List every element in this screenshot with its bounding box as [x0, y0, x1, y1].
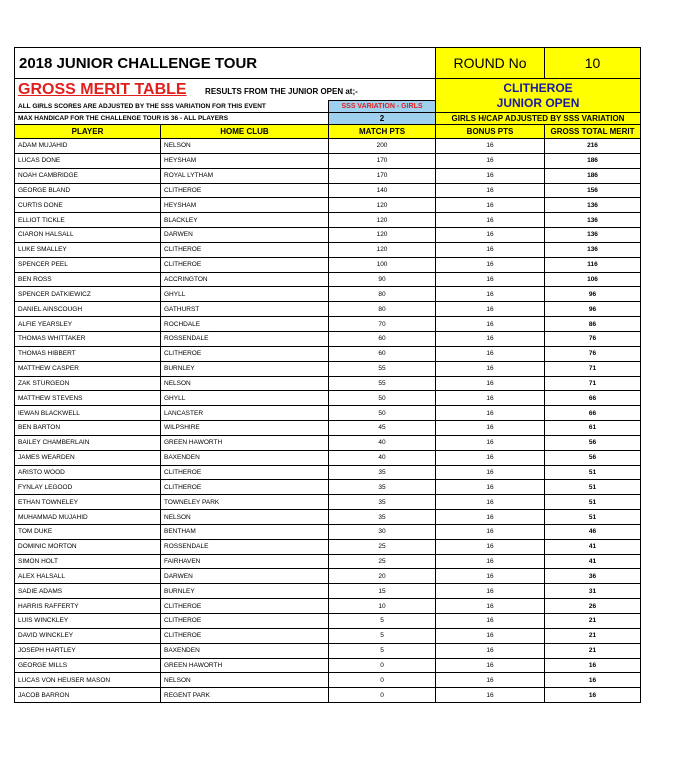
- match-pts-cell: 25: [329, 554, 436, 569]
- table-row: [15, 331, 641, 346]
- bonus-pts-cell: 16: [436, 391, 545, 406]
- table-row: [15, 495, 641, 510]
- column-header: BONUS PTS: [436, 125, 545, 139]
- club-cell: TOWNELEY PARK: [161, 495, 329, 510]
- club-cell: WILPSHIRE: [161, 421, 329, 436]
- match-pts-cell: 0: [329, 673, 436, 688]
- gross-total-cell: 66: [545, 391, 641, 406]
- gross-total-cell: 51: [545, 465, 641, 480]
- bonus-pts-cell: 16: [436, 168, 545, 183]
- gross-total-cell: 116: [545, 257, 641, 272]
- gross-total-cell: 36: [545, 569, 641, 584]
- column-header-row: [15, 125, 641, 139]
- player-cell: ALFIE YEARSLEY: [15, 317, 161, 332]
- player-cell: LUKE SMALLEY: [15, 242, 161, 257]
- gross-total-cell: 186: [545, 153, 641, 168]
- gross-total-cell: 96: [545, 287, 641, 302]
- gross-total-cell: 76: [545, 346, 641, 361]
- tour-title: 2018 JUNIOR CHALLENGE TOUR: [15, 48, 436, 79]
- bonus-pts-cell: 16: [436, 183, 545, 198]
- match-pts-cell: 35: [329, 465, 436, 480]
- club-cell: GREEN HAWORTH: [161, 658, 329, 673]
- club-cell: CLITHEROE: [161, 614, 329, 629]
- gross-total-cell: 26: [545, 599, 641, 614]
- venue-line-2: JUNIOR OPEN: [496, 95, 580, 110]
- player-cell: ADAM MUJAHID: [15, 139, 161, 154]
- player-cell: LUCAS DONE: [15, 153, 161, 168]
- bonus-pts-cell: 16: [436, 599, 545, 614]
- bonus-pts-cell: 16: [436, 198, 545, 213]
- gross-total-cell: 41: [545, 539, 641, 554]
- club-cell: NELSON: [161, 673, 329, 688]
- player-cell: HARRIS RAFFERTY: [15, 599, 161, 614]
- bonus-pts-cell: 16: [436, 614, 545, 629]
- match-pts-cell: 0: [329, 688, 436, 703]
- table-row: [15, 643, 641, 658]
- handicap-row: [15, 113, 641, 125]
- club-cell: DARWEN: [161, 569, 329, 584]
- club-cell: CLITHEROE: [161, 599, 329, 614]
- player-cell: ALEX HALSALL: [15, 569, 161, 584]
- bonus-pts-cell: 16: [436, 421, 545, 436]
- match-pts-cell: 40: [329, 435, 436, 450]
- column-header: MATCH PTS: [329, 125, 436, 139]
- club-cell: ROCHDALE: [161, 317, 329, 332]
- gross-total-cell: 51: [545, 495, 641, 510]
- player-cell: JACOB BARRON: [15, 688, 161, 703]
- club-cell: BURNLEY: [161, 584, 329, 599]
- bonus-pts-cell: 16: [436, 153, 545, 168]
- girls-hcap-note: GIRLS H/CAP ADJUSTED BY SSS VARIATION: [436, 113, 641, 125]
- player-rows: [15, 139, 641, 703]
- club-cell: CLITHEROE: [161, 183, 329, 198]
- table-row: [15, 361, 641, 376]
- gross-total-cell: 41: [545, 554, 641, 569]
- bonus-pts-cell: 16: [436, 435, 545, 450]
- table-row: [15, 584, 641, 599]
- club-cell: CLITHEROE: [161, 465, 329, 480]
- bonus-pts-cell: 16: [436, 228, 545, 243]
- match-pts-cell: 40: [329, 450, 436, 465]
- gross-total-cell: 56: [545, 435, 641, 450]
- player-cell: BEN BARTON: [15, 421, 161, 436]
- column-header: PLAYER: [15, 125, 161, 139]
- subtitle-row: [15, 79, 641, 101]
- club-cell: BLACKLEY: [161, 213, 329, 228]
- player-cell: ELLIOT TICKLE: [15, 213, 161, 228]
- table-row: [15, 599, 641, 614]
- title-row: [15, 48, 641, 79]
- table-row: [15, 673, 641, 688]
- table-row: [15, 406, 641, 421]
- bonus-pts-cell: 16: [436, 554, 545, 569]
- table-row: [15, 272, 641, 287]
- bonus-pts-cell: 16: [436, 139, 545, 154]
- player-cell: JAMES WEARDEN: [15, 450, 161, 465]
- table-row: [15, 465, 641, 480]
- match-pts-cell: 30: [329, 524, 436, 539]
- match-pts-cell: 120: [329, 228, 436, 243]
- table-row: [15, 628, 641, 643]
- round-number: 10: [545, 48, 641, 79]
- table-row: [15, 554, 641, 569]
- match-pts-cell: 120: [329, 242, 436, 257]
- bonus-pts-cell: 16: [436, 287, 545, 302]
- match-pts-cell: 10: [329, 599, 436, 614]
- table-row: [15, 510, 641, 525]
- bonus-pts-cell: 16: [436, 673, 545, 688]
- gross-total-cell: 136: [545, 213, 641, 228]
- table-row: [15, 480, 641, 495]
- gross-total-cell: 186: [545, 168, 641, 183]
- bonus-pts-cell: 16: [436, 539, 545, 554]
- player-cell: DOMINIC MORTON: [15, 539, 161, 554]
- bonus-pts-cell: 16: [436, 361, 545, 376]
- player-cell: FYNLAY LEGOOD: [15, 480, 161, 495]
- match-pts-cell: 35: [329, 495, 436, 510]
- results-from: RESULTS FROM THE JUNIOR OPEN at;-: [205, 86, 358, 96]
- match-pts-cell: 20: [329, 569, 436, 584]
- match-pts-cell: 170: [329, 153, 436, 168]
- match-pts-cell: 0: [329, 658, 436, 673]
- table-row: [15, 391, 641, 406]
- gross-total-cell: 136: [545, 198, 641, 213]
- gross-total-cell: 136: [545, 242, 641, 257]
- table-row: [15, 658, 641, 673]
- club-cell: HEYSHAM: [161, 198, 329, 213]
- club-cell: BURNLEY: [161, 361, 329, 376]
- club-cell: CLITHEROE: [161, 480, 329, 495]
- club-cell: BAXENDEN: [161, 450, 329, 465]
- table-row: [15, 168, 641, 183]
- gross-total-cell: 51: [545, 480, 641, 495]
- gross-total-cell: 16: [545, 688, 641, 703]
- player-cell: IEWAN BLACKWELL: [15, 406, 161, 421]
- table-row: [15, 614, 641, 629]
- table-row: [15, 242, 641, 257]
- table-row: [15, 198, 641, 213]
- gross-total-cell: 61: [545, 421, 641, 436]
- player-cell: THOMAS WHITTAKER: [15, 331, 161, 346]
- venue-line-1: CLITHEROE: [503, 80, 573, 95]
- bonus-pts-cell: 16: [436, 317, 545, 332]
- match-pts-cell: 25: [329, 539, 436, 554]
- player-cell: DANIEL AINSCOUGH: [15, 302, 161, 317]
- player-cell: ZAK STURGEON: [15, 376, 161, 391]
- club-cell: CLITHEROE: [161, 628, 329, 643]
- bonus-pts-cell: 16: [436, 643, 545, 658]
- player-cell: ARISTO WOOD: [15, 465, 161, 480]
- club-cell: GHYLL: [161, 391, 329, 406]
- club-cell: REGENT PARK: [161, 688, 329, 703]
- table-row: [15, 213, 641, 228]
- gross-total-cell: 216: [545, 139, 641, 154]
- gross-total-cell: 71: [545, 376, 641, 391]
- club-cell: ROSSENDALE: [161, 539, 329, 554]
- player-cell: BEN ROSS: [15, 272, 161, 287]
- merit-table: [14, 47, 641, 703]
- table-row: [15, 287, 641, 302]
- match-pts-cell: 120: [329, 213, 436, 228]
- player-cell: MATTHEW CASPER: [15, 361, 161, 376]
- match-pts-cell: 200: [329, 139, 436, 154]
- match-pts-cell: 80: [329, 287, 436, 302]
- club-cell: LANCASTER: [161, 406, 329, 421]
- club-cell: FAIRHAVEN: [161, 554, 329, 569]
- bonus-pts-cell: 16: [436, 495, 545, 510]
- bonus-pts-cell: 16: [436, 331, 545, 346]
- bonus-pts-cell: 16: [436, 376, 545, 391]
- player-cell: LUCAS VON HEUSER MASON: [15, 673, 161, 688]
- table-row: [15, 153, 641, 168]
- player-cell: BAILEY CHAMBERLAIN: [15, 435, 161, 450]
- club-cell: ROSSENDALE: [161, 331, 329, 346]
- player-cell: SADIE ADAMS: [15, 584, 161, 599]
- gross-total-cell: 136: [545, 228, 641, 243]
- player-cell: TOM DUKE: [15, 524, 161, 539]
- match-pts-cell: 5: [329, 614, 436, 629]
- match-pts-cell: 100: [329, 257, 436, 272]
- gross-total-cell: 86: [545, 317, 641, 332]
- club-cell: GHYLL: [161, 287, 329, 302]
- bonus-pts-cell: 16: [436, 242, 545, 257]
- player-cell: THOMAS HIBBERT: [15, 346, 161, 361]
- club-cell: ROYAL LYTHAM: [161, 168, 329, 183]
- player-cell: SIMON HOLT: [15, 554, 161, 569]
- table-row: [15, 539, 641, 554]
- club-cell: HEYSHAM: [161, 153, 329, 168]
- club-cell: NELSON: [161, 139, 329, 154]
- club-cell: NELSON: [161, 510, 329, 525]
- player-cell: MUHAMMAD MUJAHID: [15, 510, 161, 525]
- match-pts-cell: 55: [329, 361, 436, 376]
- match-pts-cell: 35: [329, 480, 436, 495]
- bonus-pts-cell: 16: [436, 272, 545, 287]
- player-cell: CURTIS DONE: [15, 198, 161, 213]
- match-pts-cell: 170: [329, 168, 436, 183]
- girls-note: ALL GIRLS SCORES ARE ADJUSTED BY THE SSS VARIATION FOR THIS EVENT: [15, 101, 329, 113]
- club-cell: GATHURST: [161, 302, 329, 317]
- match-pts-cell: 90: [329, 272, 436, 287]
- column-header: HOME CLUB: [161, 125, 329, 139]
- match-pts-cell: 5: [329, 643, 436, 658]
- club-cell: ACCRINGTON: [161, 272, 329, 287]
- gross-total-cell: 66: [545, 406, 641, 421]
- table-row: [15, 524, 641, 539]
- bonus-pts-cell: 16: [436, 688, 545, 703]
- player-cell: GEORGE BLAND: [15, 183, 161, 198]
- player-cell: NOAH CAMBRIDGE: [15, 168, 161, 183]
- gross-total-cell: 21: [545, 643, 641, 658]
- gross-total-cell: 31: [545, 584, 641, 599]
- table-row: [15, 569, 641, 584]
- match-pts-cell: 15: [329, 584, 436, 599]
- player-cell: LUIS WINCKLEY: [15, 614, 161, 629]
- table-row: [15, 139, 641, 154]
- club-cell: BENTHAM: [161, 524, 329, 539]
- gross-total-cell: 21: [545, 614, 641, 629]
- table-row: [15, 257, 641, 272]
- match-pts-cell: 55: [329, 376, 436, 391]
- bonus-pts-cell: 16: [436, 628, 545, 643]
- merit-sheet: [14, 47, 640, 703]
- match-pts-cell: 140: [329, 183, 436, 198]
- gross-total-cell: 76: [545, 331, 641, 346]
- gross-total-cell: 16: [545, 673, 641, 688]
- club-cell: NELSON: [161, 376, 329, 391]
- match-pts-cell: 5: [329, 628, 436, 643]
- club-cell: GREEN HAWORTH: [161, 435, 329, 450]
- match-pts-cell: 45: [329, 421, 436, 436]
- gross-total-cell: 56: [545, 450, 641, 465]
- gross-total-cell: 96: [545, 302, 641, 317]
- match-pts-cell: 120: [329, 198, 436, 213]
- bonus-pts-cell: 16: [436, 569, 545, 584]
- club-cell: CLITHEROE: [161, 257, 329, 272]
- player-cell: CIARON HALSALL: [15, 228, 161, 243]
- bonus-pts-cell: 16: [436, 257, 545, 272]
- gross-total-cell: 71: [545, 361, 641, 376]
- player-cell: ETHAN TOWNELEY: [15, 495, 161, 510]
- player-cell: MATTHEW STEVENS: [15, 391, 161, 406]
- table-row: [15, 302, 641, 317]
- bonus-pts-cell: 16: [436, 480, 545, 495]
- bonus-pts-cell: 16: [436, 510, 545, 525]
- table-row: [15, 688, 641, 703]
- sss-value: 2: [329, 113, 436, 125]
- sss-label: SSS VARIATION - GIRLS: [329, 101, 436, 113]
- table-row: [15, 450, 641, 465]
- club-cell: BAXENDEN: [161, 643, 329, 658]
- table-row: [15, 317, 641, 332]
- bonus-pts-cell: 16: [436, 346, 545, 361]
- table-row: [15, 376, 641, 391]
- bonus-pts-cell: 16: [436, 524, 545, 539]
- column-header: GROSS TOTAL MERIT: [545, 125, 641, 139]
- match-pts-cell: 70: [329, 317, 436, 332]
- player-cell: JOSEPH HARTLEY: [15, 643, 161, 658]
- table-row: [15, 183, 641, 198]
- match-pts-cell: 80: [329, 302, 436, 317]
- bonus-pts-cell: 16: [436, 213, 545, 228]
- match-pts-cell: 35: [329, 510, 436, 525]
- match-pts-cell: 50: [329, 391, 436, 406]
- table-title: GROSS MERIT TABLE: [18, 80, 187, 98]
- gross-total-cell: 16: [545, 658, 641, 673]
- club-cell: DARWEN: [161, 228, 329, 243]
- player-cell: DAVID WINCKLEY: [15, 628, 161, 643]
- gross-total-cell: 51: [545, 510, 641, 525]
- round-label: ROUND No: [436, 48, 545, 79]
- player-cell: SPENCER PEEL: [15, 257, 161, 272]
- table-row: [15, 435, 641, 450]
- venue: [436, 79, 641, 113]
- table-row: [15, 421, 641, 436]
- bonus-pts-cell: 16: [436, 658, 545, 673]
- match-pts-cell: 60: [329, 346, 436, 361]
- bonus-pts-cell: 16: [436, 450, 545, 465]
- gross-total-cell: 46: [545, 524, 641, 539]
- bonus-pts-cell: 16: [436, 302, 545, 317]
- max-handicap-note: MAX HANDICAP FOR THE CHALLENGE TOUR IS 36 - ALL PLAYERS: [15, 113, 329, 125]
- table-row: [15, 346, 641, 361]
- bonus-pts-cell: 16: [436, 406, 545, 421]
- gross-total-cell: 106: [545, 272, 641, 287]
- club-cell: CLITHEROE: [161, 346, 329, 361]
- gross-total-cell: 156: [545, 183, 641, 198]
- match-pts-cell: 50: [329, 406, 436, 421]
- bonus-pts-cell: 16: [436, 584, 545, 599]
- gross-total-cell: 21: [545, 628, 641, 643]
- table-row: [15, 228, 641, 243]
- club-cell: CLITHEROE: [161, 242, 329, 257]
- bonus-pts-cell: 16: [436, 465, 545, 480]
- player-cell: SPENCER DATKIEWICZ: [15, 287, 161, 302]
- player-cell: GEORGE MILLS: [15, 658, 161, 673]
- match-pts-cell: 60: [329, 331, 436, 346]
